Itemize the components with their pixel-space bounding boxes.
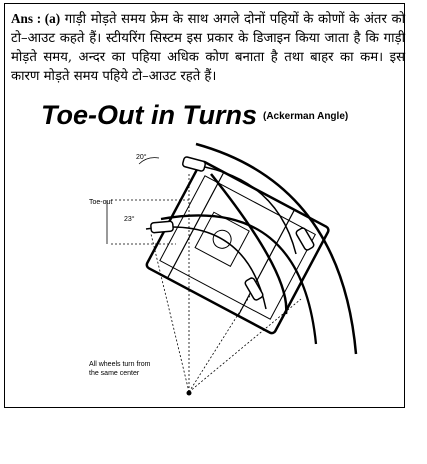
turn-center-dot bbox=[187, 391, 192, 396]
caption-line1: All wheels turn from bbox=[89, 361, 151, 368]
frame-curve bbox=[211, 174, 286, 314]
outer-wheel-path bbox=[196, 144, 356, 354]
answer-body: गाड़ी मोड़ते समय फ्रेम के साथ अगले दोनों पहियों के कोणों के अंतर को टो–आउट कहते हैं। स्टीयरिंग सिस्टम इस प्रकार के डिजाइन किया जाता है कि गाड़ी मोड़ते समय, अन्दर का पहिया अधिक कोण बनाता है तथा बाहर का कम। इस कारण मोड़ते समय पहिये टो–आउट रहते हैं। bbox=[11, 12, 405, 84]
ackerman-diagram bbox=[11, 104, 401, 409]
wheel-front-inner bbox=[151, 221, 174, 233]
wheel-rear-outer bbox=[295, 227, 315, 251]
figure-subtitle: (Ackerman Angle) bbox=[263, 111, 349, 122]
toe-out-label: Toe-out bbox=[89, 199, 113, 206]
answer-prefix: Ans : (a) bbox=[11, 11, 61, 26]
figure-title: Toe-Out in Turns bbox=[41, 104, 257, 130]
answer-box bbox=[4, 3, 405, 408]
wheel-front-outer bbox=[182, 156, 206, 171]
ackerman-diagram-svg bbox=[11, 104, 401, 409]
angle-outer: 20° bbox=[136, 154, 147, 161]
inner-wheel-path bbox=[161, 215, 316, 344]
answer-text bbox=[11, 9, 405, 86]
caption-line2: the same center bbox=[89, 370, 140, 377]
rear-outer-path bbox=[186, 164, 296, 254]
angle-inner: 23° bbox=[124, 216, 135, 223]
vehicle-frame bbox=[145, 161, 329, 335]
